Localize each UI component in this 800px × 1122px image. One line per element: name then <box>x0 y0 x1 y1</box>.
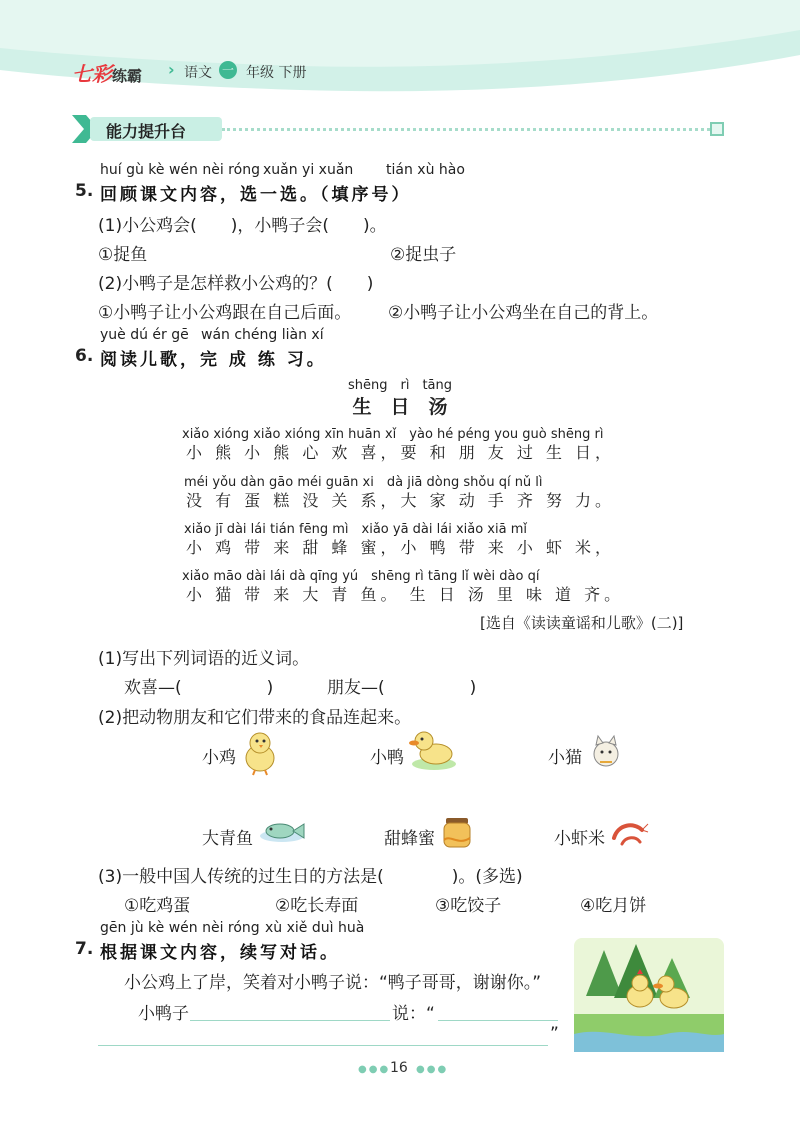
food-honey-label: 甜蜂蜜 <box>384 829 435 849</box>
honey-jar-icon <box>436 812 476 852</box>
q6-pinyin-2: wán chéng liàn xí <box>201 327 324 343</box>
section-title: 能力提升台 <box>106 122 187 141</box>
q7-line2-speaker: 小鸭子 <box>138 1004 189 1024</box>
q7-title: 根据课文内容，续写对话。 <box>100 943 340 963</box>
q6-opt3-2: ②吃长寿面 <box>275 896 359 916</box>
footer-dots-left: ●●● <box>358 1064 391 1075</box>
q5-sub2: (2)小鸭子是怎样救小公鸡的？( ) <box>98 274 374 294</box>
q5-opt2a: ①小鸭子让小公鸡跟在自己后面。 <box>98 303 352 323</box>
q7-answer-blank-3[interactable] <box>98 1045 548 1046</box>
q6-title: 阅读儿歌，完 成 练 习。 <box>100 350 327 370</box>
logo-text: 七彩 <box>72 62 112 86</box>
page-number: 16 <box>390 1060 408 1076</box>
animal-cat-label: 小猫 <box>548 748 582 768</box>
q5-opt1a: ①捉鱼 <box>98 245 148 265</box>
q5-number: 5. <box>75 181 94 201</box>
poem-line-2-pinyin: méi yǒu dàn gāo méi guān xi dà jiā dòng shǒu qí nǔ lì <box>184 475 543 490</box>
cat-icon <box>584 732 628 776</box>
poem-line-3-pinyin: xiǎo jī dài lái tián fēng mì xiǎo yā dài lái xiǎo xiā mǐ <box>184 522 527 537</box>
q7-pinyin-1: gēn jù kè wén nèi róng <box>100 920 260 936</box>
food-shrimp-label: 小虾米 <box>554 829 605 849</box>
chick-icon <box>238 728 282 776</box>
q7-answer-blank-2[interactable] <box>438 1020 558 1021</box>
poem-source: [选自《读读童谣和儿歌》(二)] <box>480 614 684 632</box>
q6-opt3-3: ③吃饺子 <box>435 896 502 916</box>
food-fish-label: 大青鱼 <box>202 829 253 849</box>
poem-title-pinyin: shēng rì tāng <box>347 378 452 393</box>
header-chevron-icon: › <box>168 60 175 79</box>
fish-icon <box>258 818 310 846</box>
q6-synonym-b: 朋友—( ) <box>327 678 477 698</box>
poem-line-4: 小 猫 带 来 大 青 鱼。 生 日 汤 里 味 道 齐。 <box>186 585 625 604</box>
duck-icon <box>408 726 458 772</box>
q6-synonym-a: 欢喜—( ) <box>124 678 274 698</box>
q6-number: 6. <box>75 346 94 366</box>
poem-line-4-pinyin: xiǎo māo dài lái dà qīng yú shēng rì tāng lǐ wèi dào qí <box>182 569 540 584</box>
q6-sub2: (2)把动物朋友和它们带来的食品连起来。 <box>98 708 412 728</box>
animal-chick-label: 小鸡 <box>202 748 236 768</box>
q5-title: 回顾课文内容，选一选。（填序号） <box>100 185 412 205</box>
q7-answer-blank-1[interactable] <box>190 1020 390 1021</box>
q7-number: 7. <box>75 939 94 959</box>
q6-opt3-4: ④吃月饼 <box>580 896 647 916</box>
poem-line-1: 小 熊 小 熊 心 欢 喜，要 和 朋 友 过 生 日， <box>186 443 616 462</box>
q5-pinyin-2: xuǎn yi xuǎn <box>263 162 354 178</box>
header-subject: 语文 <box>184 65 212 81</box>
q7-pinyin-2: xù xiě duì huà <box>265 920 365 936</box>
footer-dots-right: ●●● <box>416 1064 449 1075</box>
q7-close-quote: ” <box>550 1024 559 1044</box>
poem-line-3: 小 鸡 带 来 甜 蜂 蜜，小 鸭 带 来 小 虾 米， <box>186 538 616 557</box>
q5-pinyin-1: huí gù kè wén nèi róng <box>100 162 260 178</box>
poem-line-2: 没 有 蛋 糕 没 关 系，大 家 动 手 齐 努 力。 <box>186 491 616 510</box>
poem-title: 生 日 汤 <box>352 396 448 418</box>
grade-badge <box>219 61 237 79</box>
q7-line2-said: 说：“ <box>392 1004 435 1024</box>
q5-opt2b: ②小鸭子让小公鸡坐在自己的背上。 <box>388 303 659 323</box>
header-grade: 年级 下册 <box>246 65 307 81</box>
section-divider <box>222 128 710 131</box>
q5-opt1b: ②捉虫子 <box>390 245 457 265</box>
q6-opt3-1: ①吃鸡蛋 <box>124 896 191 916</box>
section-end-square <box>710 122 724 136</box>
q6-pinyin-1: yuè dú ér gē <box>100 327 189 343</box>
animal-duck-label: 小鸭 <box>370 748 404 768</box>
q5-pinyin-3: tián xù hào <box>386 162 465 178</box>
riverbank-illustration <box>574 938 724 1052</box>
q6-sub1: (1)写出下列词语的近义词。 <box>98 649 310 669</box>
shrimp-icon <box>608 818 650 848</box>
header-logo <box>72 58 142 87</box>
logo-suffix: 练霸 <box>112 67 143 85</box>
grade-char: 一 <box>221 63 234 77</box>
q5-sub1: (1)小公鸡会( )，小鸭子会( )。 <box>98 216 387 236</box>
poem-line-1-pinyin: xiǎo xióng xiǎo xióng xīn huān xǐ yào hé péng you guò shēng rì <box>182 427 604 442</box>
q7-line1: 小公鸡上了岸，笑着对小鸭子说：“鸭子哥哥，谢谢你。” <box>124 973 542 993</box>
section-banner <box>72 115 222 143</box>
q6-sub3: (3)一般中国人传统的过生日的方法是( )。(多选) <box>98 867 523 887</box>
